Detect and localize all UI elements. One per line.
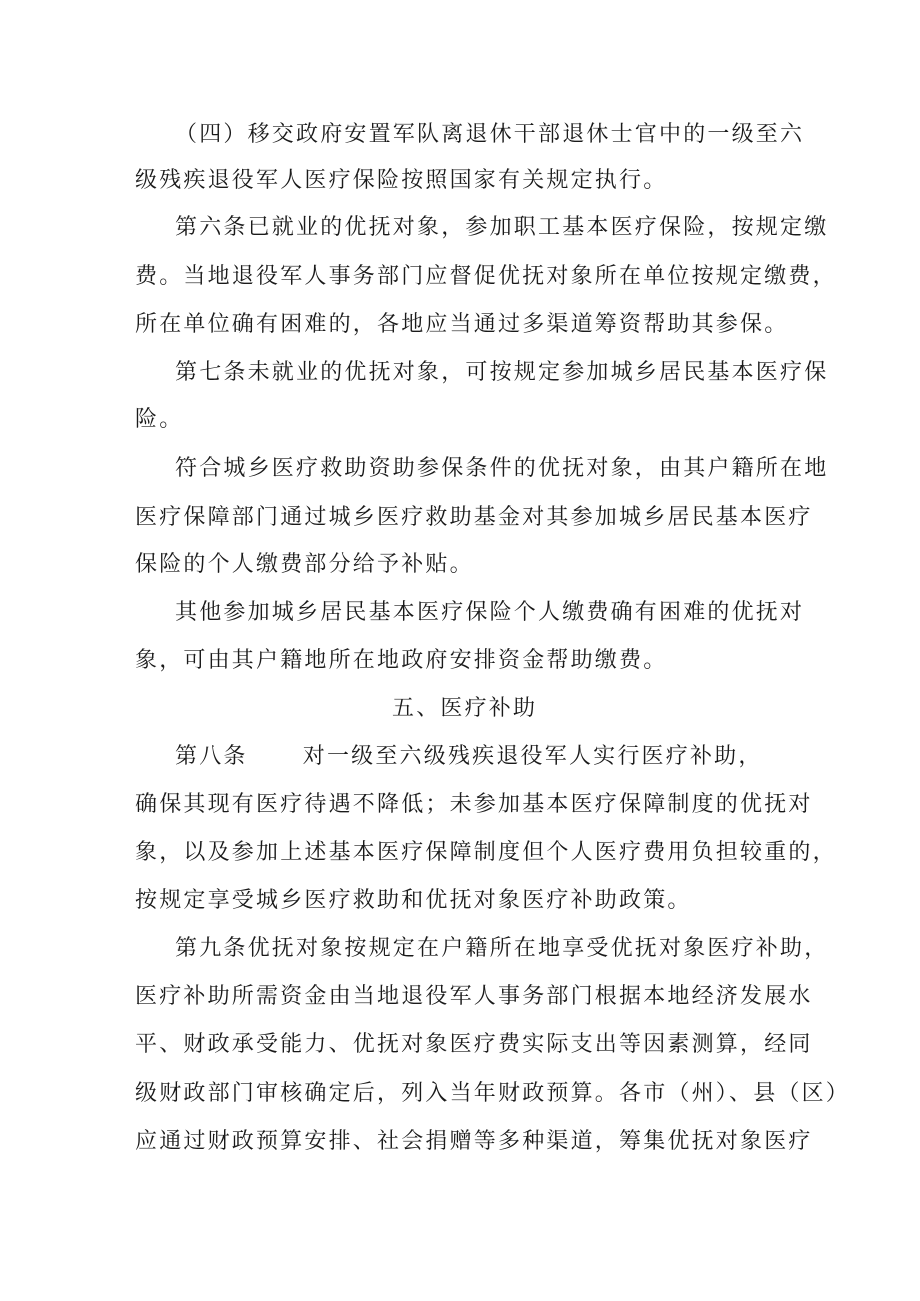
paragraph-4-line-3: 保险的个人缴费部分给予补贴。 xyxy=(135,552,474,577)
paragraph-2-line-1: 第六条已就业的优抚对象，参加职工基本医疗保险，按规定缴 xyxy=(175,215,829,240)
paragraph-7-line-5: 应通过财政预算安排、社会捐赠等多种渠道，筹集优抚对象医疗 xyxy=(135,1129,813,1154)
paragraph-4-line-2: 医疗保障部门通过城乡医疗救助基金对其参加城乡居民基本医疗 xyxy=(135,505,813,530)
paragraph-2-line-3: 所在单位确有困难的，各地应当通过多渠道筹资帮助其参保。 xyxy=(135,312,789,337)
paragraph-7-line-4: 级财政部门审核确定后，列入当年财政预算。各市（州）、县（区） xyxy=(135,1081,851,1106)
paragraph-2-line-2: 费。当地退役军人事务部门应督促优抚对象所在单位按规定缴费， xyxy=(135,264,837,289)
paragraph-5-line-1: 其他参加城乡居民基本医疗保险个人缴费确有困难的优抚对 xyxy=(175,600,805,625)
paragraph-6-line-3: 象，以及参加上述基本医疗保障制度但个人医疗费用负担较重的， xyxy=(135,840,837,865)
paragraph-1-line-1: （四）移交政府安置军队离退休干部退休士官中的一级至六 xyxy=(175,122,805,147)
paragraph-5-line-2: 象，可由其户籍地所在地政府安排资金帮助缴费。 xyxy=(135,648,668,673)
paragraph-7-line-2: 医疗补助所需资金由当地退役军人事务部门根据本地经济发展水 xyxy=(135,984,813,1009)
paragraph-6-line-2: 确保其现有医疗待遇不降低；未参加基本医疗保障制度的优抚对 xyxy=(135,792,813,817)
paragraph-7-line-1: 第九条优抚对象按规定在户籍所在地享受优抚对象医疗补助， xyxy=(175,936,829,961)
paragraph-3-line-2: 险。 xyxy=(135,407,184,432)
paragraph-3-line-1: 第七条未就业的优抚对象，可按规定参加城乡居民基本医疗保 xyxy=(175,360,829,385)
paragraph-6-line-4: 按规定享受城乡医疗救助和优抚对象医疗补助政策。 xyxy=(135,888,692,913)
paragraph-4-line-1: 符合城乡医疗救助资助参保条件的优抚对象，由其户籍所在地 xyxy=(175,456,829,481)
paragraph-1-line-2: 级残疾退役军人医疗保险按照国家有关规定执行。 xyxy=(135,168,668,193)
paragraph-6-line-1: 第八条 对一级至六级残疾退役军人实行医疗补助， xyxy=(175,744,763,769)
paragraph-7-line-3: 平、财政承受能力、优抚对象医疗费实际支出等因素测算，经同 xyxy=(135,1032,813,1057)
section-heading: 五、医疗补助 xyxy=(392,696,538,721)
